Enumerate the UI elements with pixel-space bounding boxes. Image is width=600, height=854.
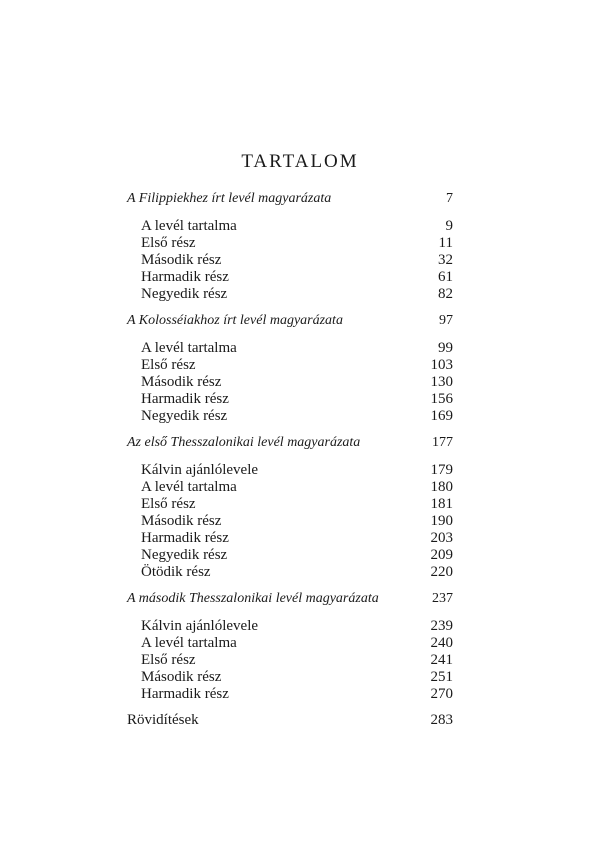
toc-entry-abbreviations[interactable]: [127, 712, 453, 729]
entry-label: Első rész: [141, 357, 196, 373]
toc-entry[interactable]: [127, 340, 453, 357]
entry-page-number: 103: [430, 357, 453, 373]
toc-entry[interactable]: [127, 252, 453, 269]
toc-entry[interactable]: [127, 286, 453, 303]
page-title: TARTALOM: [241, 151, 359, 172]
entry-label: Rövidítések: [127, 712, 199, 728]
toc-entry[interactable]: [127, 462, 453, 479]
toc-entry[interactable]: [127, 218, 453, 235]
entry-label: Második rész: [141, 669, 222, 685]
entry-label: Második rész: [141, 513, 222, 529]
entry-label: Első rész: [141, 496, 196, 512]
entry-page-number: 130: [430, 374, 453, 390]
entry-page-number: 241: [430, 652, 453, 668]
entry-label: Negyedik rész: [141, 547, 228, 563]
section-title: A Kolosséiakhoz írt levél magyarázata: [127, 313, 343, 328]
entry-label: Kálvin ajánlólevele: [141, 462, 259, 478]
toc-entry[interactable]: [127, 408, 453, 425]
entry-page-number: 181: [430, 496, 453, 512]
entry-label: Negyedik rész: [141, 408, 228, 424]
entry-page-number: 99: [438, 340, 453, 356]
toc-entry[interactable]: [127, 513, 453, 530]
toc-entry[interactable]: [127, 479, 453, 496]
section-page-number: 237: [432, 591, 453, 606]
entry-page-number: 61: [438, 269, 453, 285]
entry-page-number: 9: [445, 218, 453, 234]
toc-section: [127, 190, 453, 303]
entry-page-number: 209: [430, 547, 453, 563]
entry-label: A levél tartalma: [141, 635, 237, 651]
toc-entry[interactable]: [127, 374, 453, 391]
toc-entry[interactable]: [127, 269, 453, 286]
toc-entry[interactable]: [127, 669, 453, 686]
table-of-contents: [127, 190, 453, 729]
toc-entry[interactable]: [127, 235, 453, 252]
toc-entry[interactable]: [127, 547, 453, 564]
entry-page-number: 251: [430, 669, 453, 685]
section-title: A második Thesszalonikai levél magyarázata: [127, 591, 379, 606]
toc-entry[interactable]: [127, 686, 453, 703]
toc-section-heading[interactable]: [127, 312, 453, 330]
entry-label: Negyedik rész: [141, 286, 228, 302]
entry-label: Második rész: [141, 252, 222, 268]
toc-entry[interactable]: [127, 357, 453, 374]
entry-page-number: 179: [430, 462, 453, 478]
entry-page-number: 169: [430, 408, 453, 424]
toc-section: [127, 312, 453, 425]
toc-entry[interactable]: [127, 496, 453, 513]
toc-entry[interactable]: [127, 652, 453, 669]
entry-label: Harmadik rész: [141, 530, 229, 546]
entry-page-number: 190: [430, 513, 453, 529]
entry-label: A levél tartalma: [141, 479, 237, 495]
entry-label: Kálvin ajánlólevele: [141, 618, 259, 634]
entry-label: Harmadik rész: [141, 269, 229, 285]
section-page-number: 97: [439, 313, 453, 328]
toc-entry[interactable]: [127, 564, 453, 581]
toc-entry[interactable]: [127, 391, 453, 408]
entry-label: A levél tartalma: [141, 218, 237, 234]
entry-label: Harmadik rész: [141, 686, 229, 702]
section-title: Az első Thesszalonikai levél magyarázata: [127, 435, 361, 450]
entry-label: A levél tartalma: [141, 340, 237, 356]
toc-section-heading[interactable]: [127, 590, 453, 608]
entry-page-number: 203: [430, 530, 453, 546]
entry-page-number: 180: [430, 479, 453, 495]
toc-entry[interactable]: [127, 635, 453, 652]
entry-page-number: 156: [430, 391, 453, 407]
entry-page-number: 283: [430, 712, 453, 728]
toc-section: [127, 434, 453, 581]
toc-section-heading[interactable]: [127, 434, 453, 452]
toc-section-heading[interactable]: [127, 190, 453, 208]
entry-label: Első rész: [141, 652, 196, 668]
entry-page-number: 220: [430, 564, 453, 580]
entry-page-number: 270: [430, 686, 453, 702]
entry-label: Ötödik rész: [141, 564, 211, 580]
entry-page-number: 239: [430, 618, 453, 634]
section-title: A Filippiekhez írt levél magyarázata: [127, 191, 332, 206]
section-page-number: 7: [446, 191, 453, 206]
entry-page-number: 11: [438, 235, 453, 251]
entry-page-number: 32: [438, 252, 453, 268]
entry-label: Második rész: [141, 374, 222, 390]
toc-section: [127, 590, 453, 703]
entry-page-number: 240: [430, 635, 453, 651]
section-page-number: 177: [432, 435, 453, 450]
entry-label: Harmadik rész: [141, 391, 229, 407]
entry-page-number: 82: [438, 286, 453, 302]
toc-entry[interactable]: [127, 530, 453, 547]
entry-label: Első rész: [141, 235, 196, 251]
toc-entry[interactable]: [127, 618, 453, 635]
